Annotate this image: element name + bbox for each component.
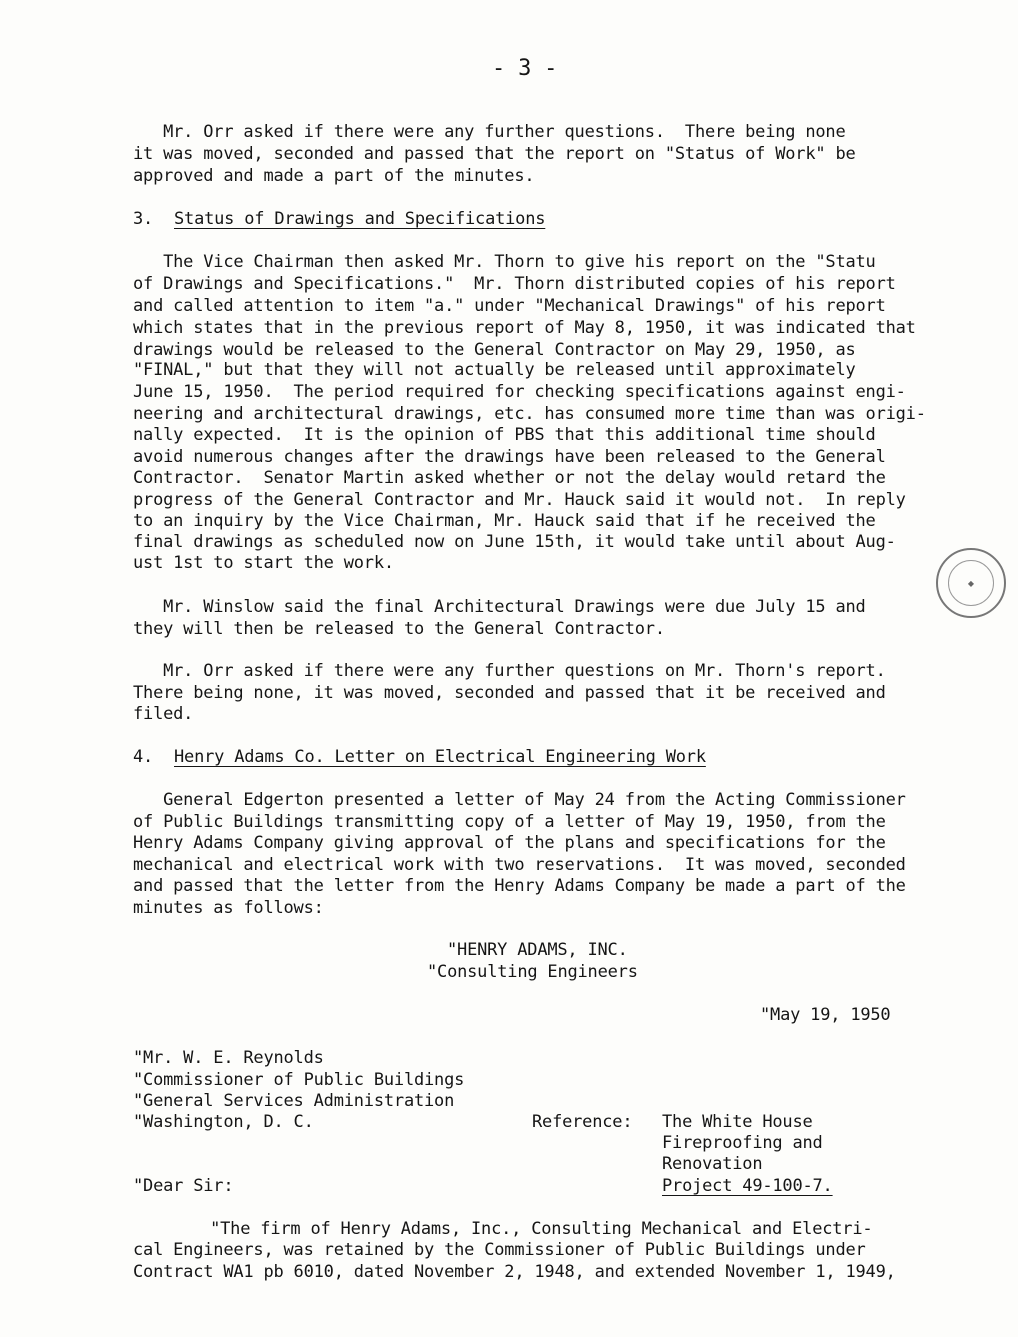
text-line: "Commissioner of Public Buildings [133,1070,465,1090]
text-line: Reference: [532,1112,633,1132]
text-line: avoid numerous changes after the drawings have been released to the General [133,447,886,467]
text-line: 4. [133,747,154,767]
library-stamp [936,548,1006,618]
text-line: and called attention to item "a." under "Mechanical Drawings" of his report [133,296,886,316]
text-line: Renovation [662,1154,763,1174]
text-line: The Vice Chairman then asked Mr. Thorn to give his report on the "Statu [133,252,876,272]
text-line: progress of the General Contractor and Mr. Hauck said it would not. In reply [133,490,906,510]
text-line: of Public Buildings transmitting copy of a letter of May 19, 1950, from the [133,812,886,832]
text-line: "Mr. W. E. Reynolds [133,1048,324,1068]
text-line: "May 19, 1950 [760,1005,891,1025]
text-line: Mr. Orr asked if there were any further questions on Mr. Thorn's report. [133,661,886,681]
text-line: "Dear Sir: [133,1176,234,1196]
text-line: 3. [133,209,154,229]
text-line: Contract WA1 pb 6010, dated November 2, 1948, and extended November 1, 1949, [133,1262,896,1282]
text-line: "Consulting Engineers [427,962,638,982]
text-line: Mr. Winslow said the final Architectural Drawings were due July 15 and [133,597,866,617]
text-line: drawings would be released to the General Contractor on May 29, 1950, as [133,340,856,360]
text-line: "Washington, D. C. [133,1112,314,1132]
text-line: and passed that the letter from the Henry Adams Company be made a part of the [133,876,906,896]
text-line: Henry Adams Company giving approval of the plans and specifications for the [133,833,886,853]
page-number: - 3 - [492,56,558,81]
text-line: Fireproofing and [662,1133,823,1153]
text-line: filed. [133,704,194,724]
text-line: "HENRY ADAMS, INC. [447,940,628,960]
text-line: neering and architectural drawings, etc. has consumed more time than was origi- [133,404,926,424]
text-line: The White House [662,1112,813,1132]
section-heading: Project 49-100-7. [662,1176,833,1196]
section-heading: Henry Adams Co. Letter on Electrical Engineering Work [174,747,706,767]
text-line: it was moved, seconded and passed that the report on "Status of Work" be [133,144,856,164]
text-line: minutes as follows: [133,898,324,918]
text-line: "The firm of Henry Adams, Inc., Consulting Mechanical and Electri- [180,1219,873,1239]
text-line: nally expected. It is the opinion of PBS that this additional time should [133,425,876,445]
stamp-mark: ◆ [967,578,975,588]
text-line: which states that in the previous report of May 8, 1950, it was indicated that [133,318,916,338]
text-line: Contractor. Senator Martin asked whether or not the delay would retard the [133,468,886,488]
text-line: There being none, it was moved, seconded and passed that it be received and [133,683,886,703]
text-line: of Drawings and Specifications." Mr. Thorn distributed copies of his report [133,274,896,294]
text-line: to an inquiry by the Vice Chairman, Mr. Hauck said that if he received the [133,511,876,531]
text-line: approved and made a part of the minutes. [133,166,535,186]
section-heading: Status of Drawings and Specifications [174,209,546,229]
text-line: cal Engineers, was retained by the Commissioner of Public Buildings under [133,1240,866,1260]
text-line: final drawings as scheduled now on June 15th, it would take until about Aug- [133,532,896,552]
text-line: General Edgerton presented a letter of May 24 from the Acting Commissioner [133,790,906,810]
text-line: mechanical and electrical work with two reservations. It was moved, seconded [133,855,906,875]
text-line: Mr. Orr asked if there were any further questions. There being none [133,122,846,142]
text-line: ust 1st to start the work. [133,553,394,573]
text-line: "FINAL," but that they will not actually be released until approximately [133,360,856,380]
text-line: June 15, 1950. The period required for checking specifications against engi- [133,382,906,402]
text-line: they will then be released to the General Contractor. [133,619,665,639]
text-line: "General Services Administration [133,1091,455,1111]
